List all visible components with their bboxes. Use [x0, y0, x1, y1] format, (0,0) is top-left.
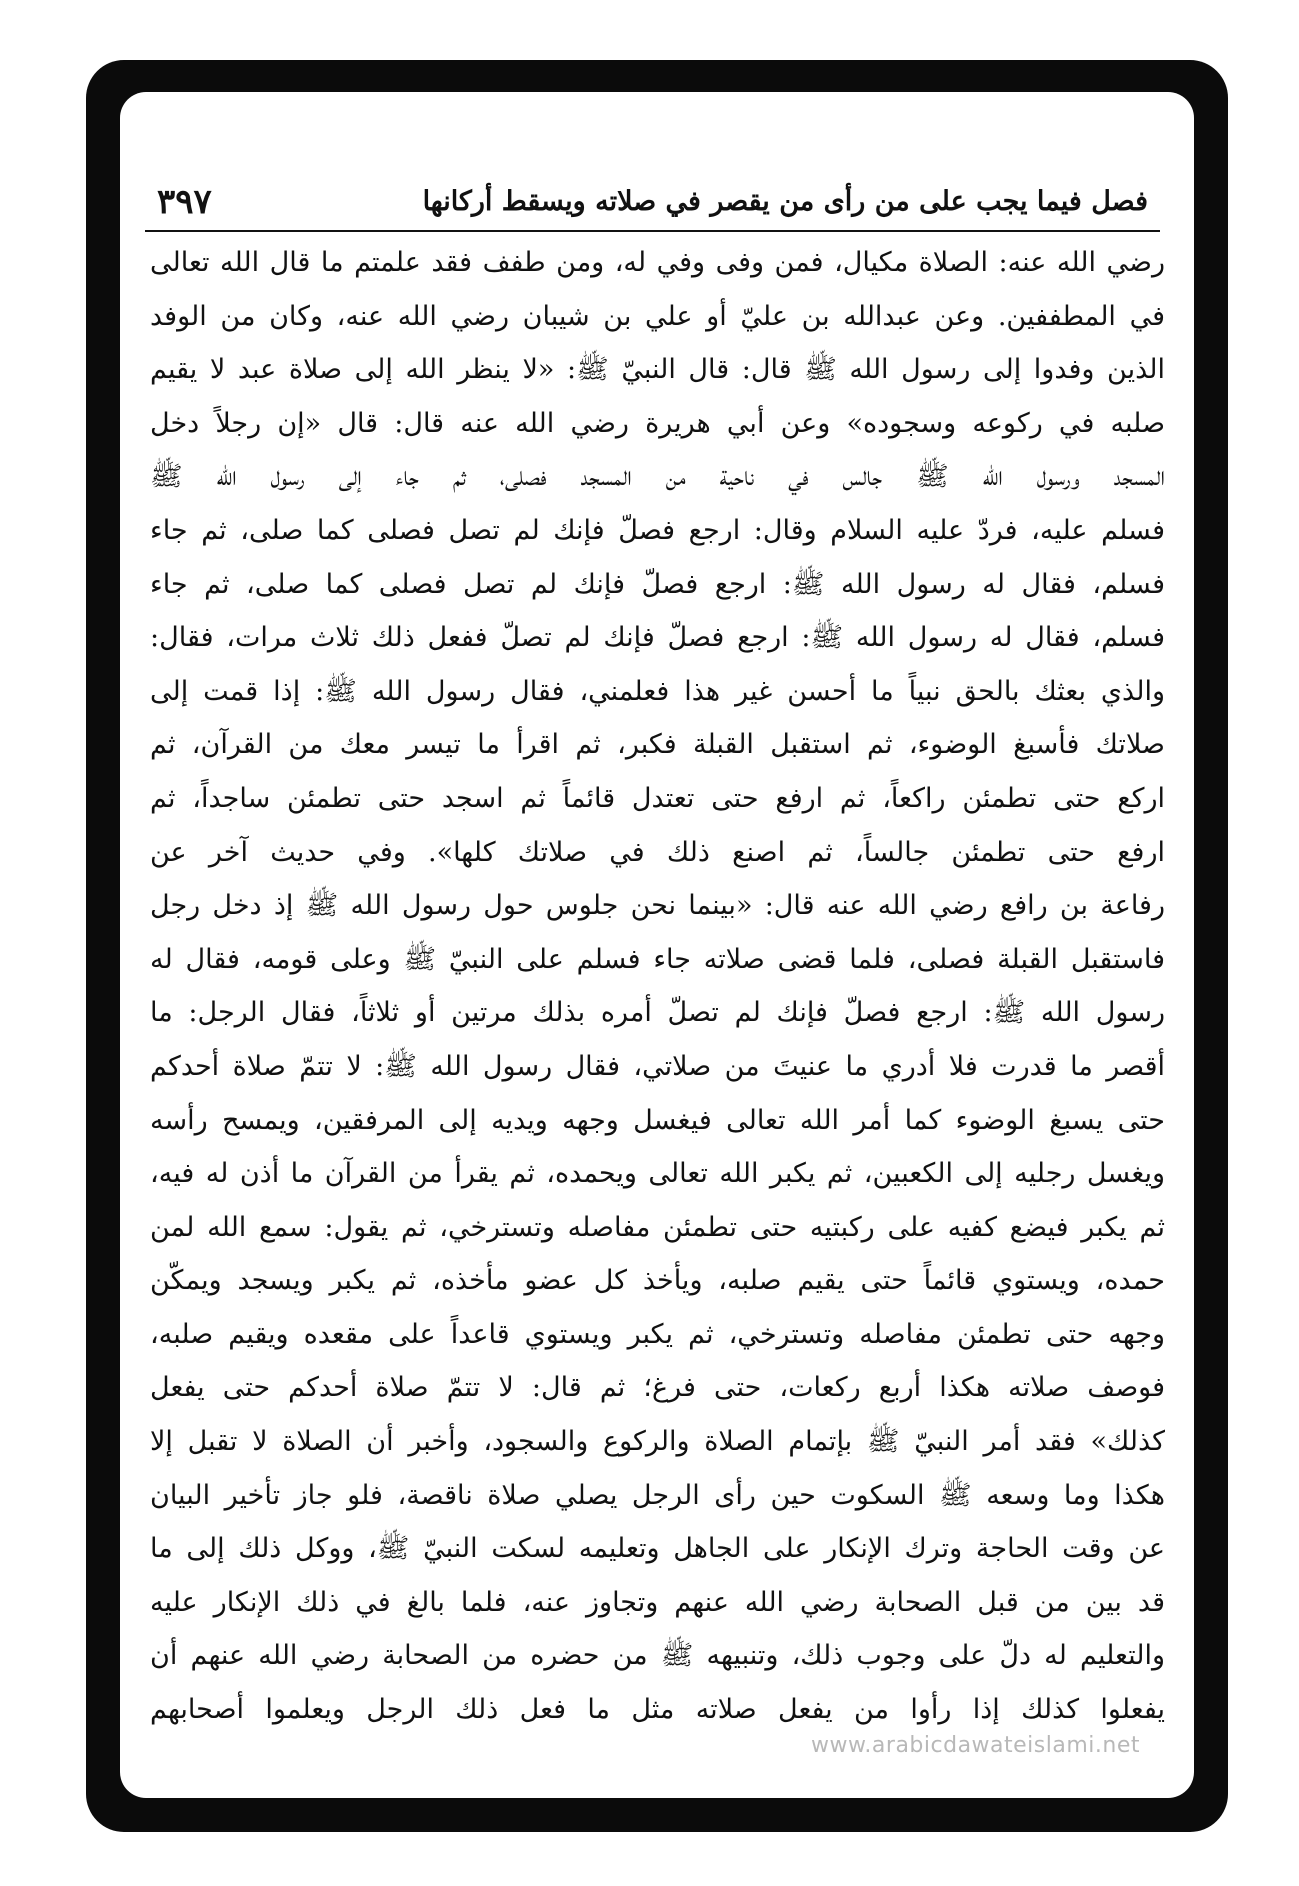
- running-header: [145, 174, 1160, 232]
- text-line: ويغسل رجليه إلى الكعبين، ثم يكبر الله تعالى ويحمده، ثم يقرأ من القرآن ما أذن له فيه،: [150, 1158, 1165, 1190]
- page-number: ٣٩٧: [157, 182, 212, 222]
- text-line: ثم يكبر فيضع كفيه على ركبتيه حتى تطمئن مفاصله وتسترخي، ثم يقول: سمع الله لمن: [150, 1211, 1165, 1243]
- text-line: رسول الله ﷺ: ارجع فصلّ فإنك لم تصلّ أمره بذلك مرتين أو ثلاثاً، فقال الرجل: ما: [150, 997, 1165, 1029]
- text-line: كذلك» فقد أمر النبيّ ﷺ بإتمام الصلاة والركوع والسجود، وأخبر أن الصلاة لا تقبل إلا: [150, 1426, 1165, 1458]
- text-line: فسلم عليه، فردّ عليه السلام وقال: ارجع فصلّ فإنك لم تصل فصلى كما صلى، ثم جاء: [150, 514, 1165, 546]
- text-line: ارفع حتى تطمئن جالساً، ثم اصنع ذلك في صلاتك كلها». وفي حديث آخر عن: [150, 836, 1165, 868]
- text-line: رفاعة بن رافع رضي الله عنه قال: «بينما نحن جلوس حول رسول الله ﷺ إذ دخل رجل: [150, 890, 1165, 922]
- text-line: قد بين من قبل الصحابة رضي الله عنهم وتجاوز عنه، فلما بالغ في ذلك الإنكار عليه: [150, 1586, 1165, 1618]
- text-line: فسلم، فقال له رسول الله ﷺ: ارجع فصلّ فإنك لم تصلّ ففعل ذلك ثلاث مرات، فقال:: [150, 622, 1165, 654]
- text-line: فسلم، فقال له رسول الله ﷺ: ارجع فصلّ فإنك لم تصل فصلى كما صلى، ثم جاء: [150, 568, 1165, 600]
- text-line: فاستقبل القبلة فصلى، فلما قضى صلاته جاء فسلم على النبيّ ﷺ وعلى قومه، فقال له: [150, 943, 1165, 975]
- text-line: أقصر ما قدرت فلا أدري ما عنيتَ من صلاتي، فقال رسول الله ﷺ: لا تتمّ صلاة أحدكم: [150, 1050, 1165, 1082]
- text-line: حتى يسبغ الوضوء كما أمر الله تعالى فيغسل وجهه ويديه إلى المرفقين، ويمسح رأسه: [150, 1104, 1165, 1136]
- text-line: حمده، ويستوي قائماً حتى يقيم صلبه، ويأخذ كل عضو مأخذه، ثم يكبر ويسجد ويمكّن: [150, 1265, 1165, 1297]
- text-line: والتعليم له دلّ على وجوب ذلك، وتنبيهه ﷺ من حضره من الصحابة رضي الله عنهم أن: [150, 1640, 1165, 1672]
- text-line: والذي بعثك بالحق نبياً ما أحسن غير هذا فعلمني، فقال رسول الله ﷺ: إذا قمت إلى: [150, 675, 1165, 707]
- body-text: [150, 236, 1165, 1737]
- chapter-title: فصل فيما يجب على من رأى من يقصر في صلاته ويسقط أركانها: [422, 186, 1148, 217]
- text-line: الذين وفدوا إلى رسول الله ﷺ قال: قال النبيّ ﷺ: «لا ينظر الله إلى صلاة عبد لا يقيم: [150, 354, 1165, 386]
- text-line: في المطففين. وعن عبدالله بن عليّ أو علي بن شيبان رضي الله عنه، وكان من الوفد: [150, 300, 1165, 332]
- text-line: عن وقت الحاجة وترك الإنكار على الجاهل وتعليمه لسكت النبيّ ﷺ، ووكل ذلك إلى ما: [150, 1533, 1165, 1565]
- text-line: يفعلوا كذلك إذا رأوا من يفعل صلاته مثل ما فعل ذلك الرجل ويعلموا أصحابهم: [150, 1694, 1165, 1726]
- text-line: المسجد ورسول الله ﷺ جالس في ناحية من المسجد فصلى، ثم جاء إلى رسول الله ﷺ: [150, 461, 1165, 493]
- watermark: www.arabicdawateislami.net: [810, 1733, 1140, 1758]
- text-line: صلاتك فأسبغ الوضوء، ثم استقبل القبلة فكبر، ثم اقرأ ما تيسر معك من القرآن، ثم: [150, 729, 1165, 761]
- text-line: رضي الله عنه: الصلاة مكيال، فمن وفى وفي له، ومن طفف فقد علمتم ما قال الله تعالى: [150, 247, 1165, 278]
- text-line: وجهه حتى تطمئن مفاصله وتسترخي، ثم يكبر ويستوي قاعداً على مقعده ويقيم صلبه،: [150, 1318, 1165, 1350]
- text-line: اركع حتى تطمئن راكعاً، ثم ارفع حتى تعتدل قائماً ثم اسجد حتى تطمئن ساجداً، ثم: [150, 782, 1165, 814]
- text-line: صلبه في ركوعه وسجوده» وعن أبي هريرة رضي الله عنه قال: قال «إن رجلاً دخل: [150, 407, 1165, 439]
- text-line: هكذا وما وسعه ﷺ السكوت حين رأى الرجل يصلي صلاة ناقصة، فلو جاز تأخير البيان: [150, 1479, 1165, 1511]
- text-line: فوصف صلاته هكذا أربع ركعات، حتى فرغ؛ ثم قال: لا تتمّ صلاة أحدكم حتى يفعل: [150, 1372, 1165, 1404]
